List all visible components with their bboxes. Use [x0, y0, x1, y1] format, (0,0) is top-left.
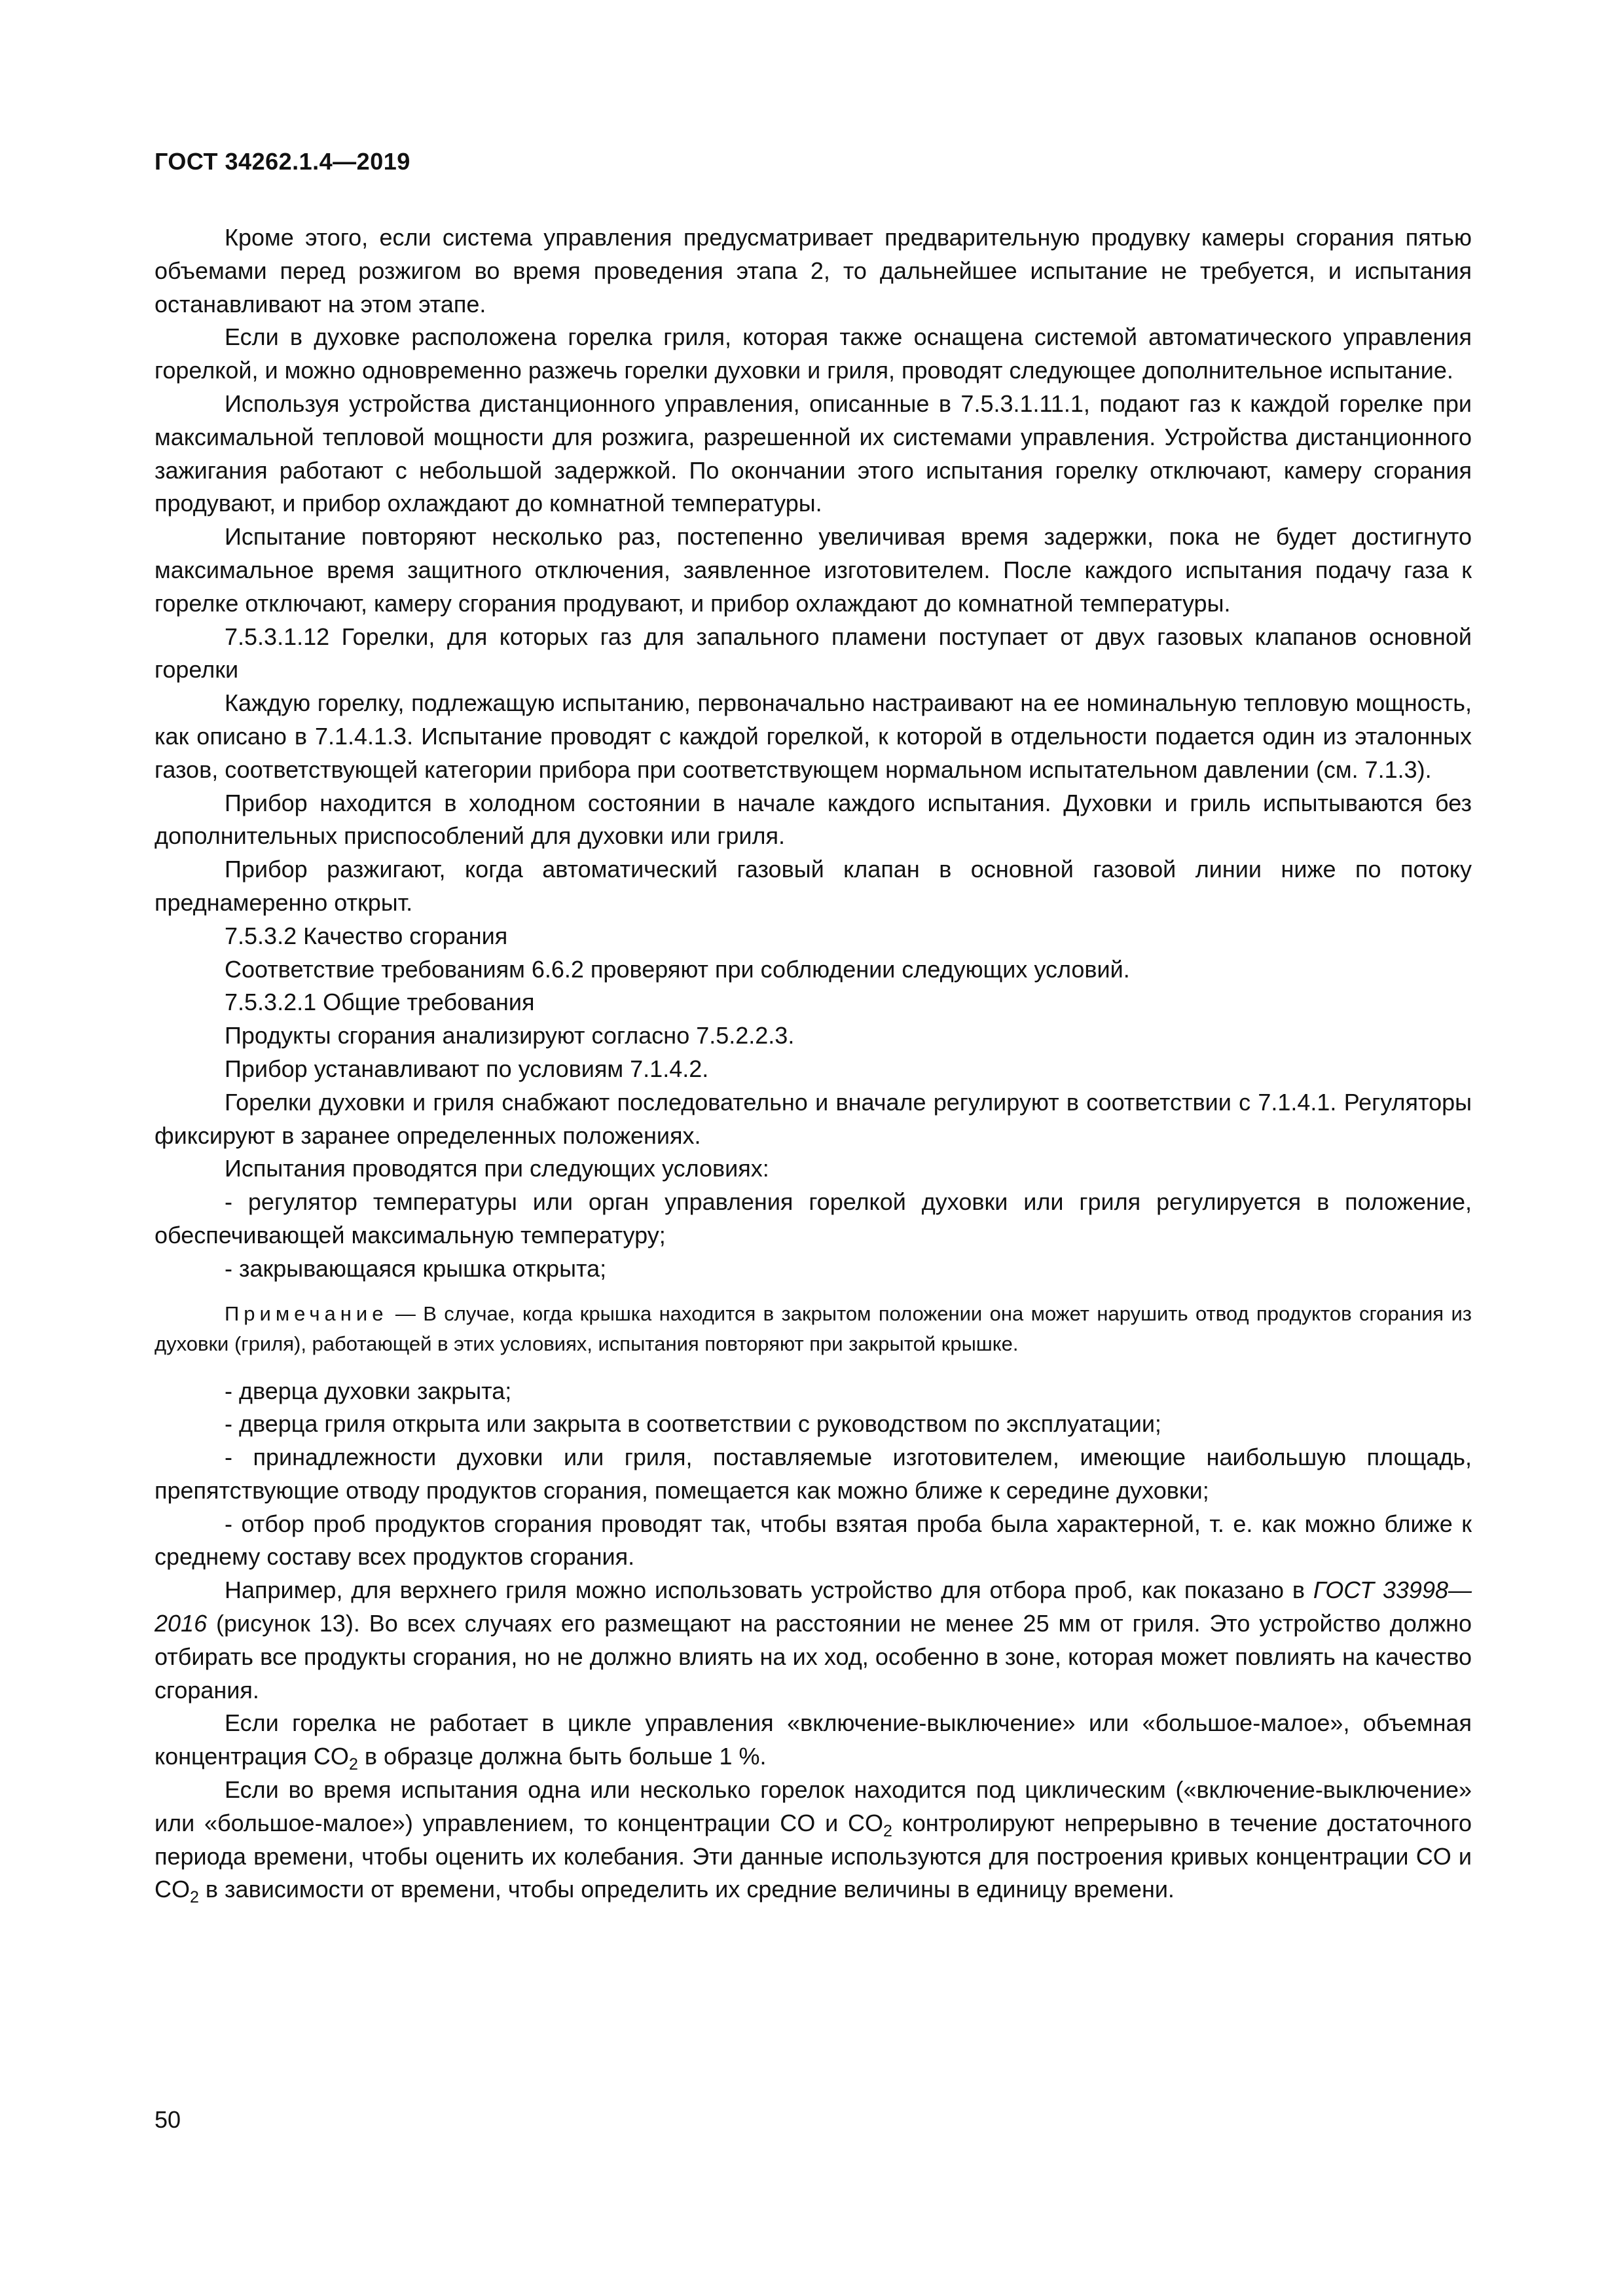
section-heading: 7.5.3.2 Качество сгорания	[225, 922, 508, 949]
paragraph: Продукты сгорания анализируют согласно 7.5.2.2.3.	[225, 1022, 795, 1049]
standard-reference: ГОСТ 33998—2016	[155, 1576, 1472, 1637]
document-body	[155, 221, 1472, 1906]
list-item: - отбор проб продуктов сгорания проводят так, чтобы взятая проба была характерной, т. е. как можно ближе к среднему составу всех продуктов сгорания.	[155, 1510, 1472, 1571]
note-text: — В случае, когда крышка находится в закрытом положении она может нарушить отвод продуктов сгорания из духовки (гриля), работающей в этих условиях, испытания повторяют при закрытой крышке.	[155, 1302, 1472, 1355]
paragraph: Горелки духовки и гриля снабжают последовательно и вначале регулируют в соответствии с 7.1.4.1. Регуляторы фиксируют в заранее определенных положениях.	[155, 1088, 1472, 1149]
paragraph: Прибор находится в холодном состоянии в начале каждого испытания. Духовки и гриль испытываются без дополнительных приспособлений для духовки или гриля.	[155, 789, 1472, 850]
list-item: - дверца гриля открыта или закрыта в соответствии с руководством по эксплуатации;	[225, 1410, 1161, 1438]
note	[155, 1299, 1472, 1359]
list-item: - дверца духовки закрыта;	[225, 1377, 512, 1404]
paragraph: Каждую горелку, подлежащую испытанию, первоначально настраивают на ее номинальную тепловую мощность, как описано в 7.1.4.1.3. Испытание проводят с каждой горелкой, к которой в отдельности подается один из эталонных газов, соответствующей категории прибора при соответствующем нормальном испытательном давлении (см. 7.1.3).	[155, 689, 1472, 783]
paragraph: Если горелка не работает в цикле управления «включение-выключение» или «большое-малое», объемная концентрация $CO_2$ в образце должна быть больше 1 %.	[155, 1709, 1472, 1774]
section-heading: 7.5.3.2.1 Общие требования	[225, 989, 535, 1016]
page-number: 50	[155, 2106, 181, 2133]
paragraph: Соответствие требованиям 6.6.2 проверяют при соблюдении следующих условий.	[225, 955, 1130, 983]
list-item: - регулятор температуры или орган управления горелкой духовки или гриля регулируется в положение, обеспечивающей максимальную температуру;	[155, 1188, 1472, 1248]
paragraph: Испытания проводятся при следующих условиях:	[225, 1155, 769, 1182]
list-item: - закрывающаяся крышка открыта;	[225, 1254, 607, 1282]
note-label: Примечание	[225, 1302, 388, 1325]
section-heading: 7.5.3.1.12 Горелки, для которых газ для запального пламени поступает от двух газовых клапанов основной горелки	[155, 623, 1472, 683]
paragraph: Если в духовке расположена горелка гриля, которая также оснащена системой автоматического управления горелкой, и можно одновременно разжечь горелки духовки и гриля, проводят следующее дополнительное испытание.	[155, 323, 1472, 384]
paragraph: Если во время испытания одна или несколько горелок находится под циклическим («включение-выключение» или «большое-малое») управлением, то концентрации CO и $CO_2$ контролируют непрерывно в течение достаточного периода времени, чтобы оценить их колебания. Эти данные используются для построения кривых концентрации CO и $CO_2$ в зависимости от времени, чтобы определить их средние величины в единицу времени.	[155, 1776, 1472, 1907]
paragraph: Прибор разжигают, когда автоматический газовый клапан в основной газовой линии ниже по потоку преднамеренно открыт.	[155, 856, 1472, 916]
list-item: - принадлежности духовки или гриля, поставляемые изготовителем, имеющие наибольшую площадь, препятствующие отводу продуктов сгорания, помещается как можно ближе к середине духовки;	[155, 1444, 1472, 1504]
document-header: ГОСТ 34262.1.4—2019	[155, 148, 410, 175]
paragraph: Испытание повторяют несколько раз, постепенно увеличивая время задержки, пока не будет достигнуто максимальное время защитного отключения, заявленное изготовителем. После каждого испытания подачу газа к горелке отключают, камеру сгорания продувают, и прибор охлаждают до комнатной температуры.	[155, 523, 1472, 617]
paragraph: Например, для верхнего гриля можно использовать устройство для отбора проб, как показано в ГОСТ 33998—2016 (рисунок 13). Во всех случаях его размещают на расстоянии не менее 25 мм от гриля. Это устройство должно отбирать все продукты сгорания, но не должно влиять на их ход, особенно в зоне, которая может повлиять на качество сгорания.	[155, 1576, 1472, 1704]
paragraph: Используя устройства дистанционного управления, описанные в 7.5.3.1.11.1, подают газ к каждой горелке при максимальной тепловой мощности для розжига, разрешенной их системами управления. Устройства дистанционного зажигания работают с небольшой задержкой. По окончании этого испытания горелку отключают, камеру сгорания продувают, и прибор охлаждают до комнатной температуры.	[155, 390, 1472, 517]
paragraph: Кроме этого, если система управления предусматривает предварительную продувку камеры сгорания пятью объемами перед розжигом во время проведения этапа 2, то дальнейшее испытание не требуется, и испытания останавливают на этом этапе.	[155, 224, 1472, 318]
paragraph: Прибор устанавливают по условиям 7.1.4.2.	[225, 1055, 709, 1082]
